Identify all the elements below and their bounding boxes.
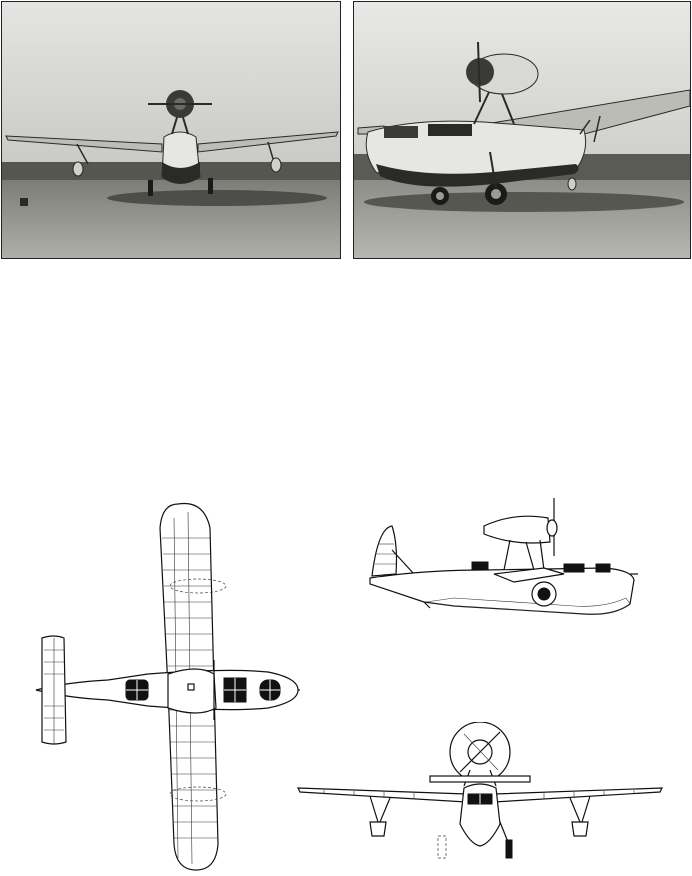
three-quarter-view-photo (353, 1, 691, 259)
plan-view-drawing-image (28, 498, 300, 874)
front-elevation-drawing (294, 722, 666, 872)
three-quarter-view-photo-image (354, 2, 691, 259)
front-elevation-drawing-image (294, 722, 666, 872)
front-view-photo (1, 1, 341, 259)
side-elevation-drawing (364, 494, 640, 624)
front-view-photo-image (2, 2, 341, 259)
plan-view-drawing (28, 498, 300, 874)
side-elevation-drawing-image (364, 494, 640, 624)
